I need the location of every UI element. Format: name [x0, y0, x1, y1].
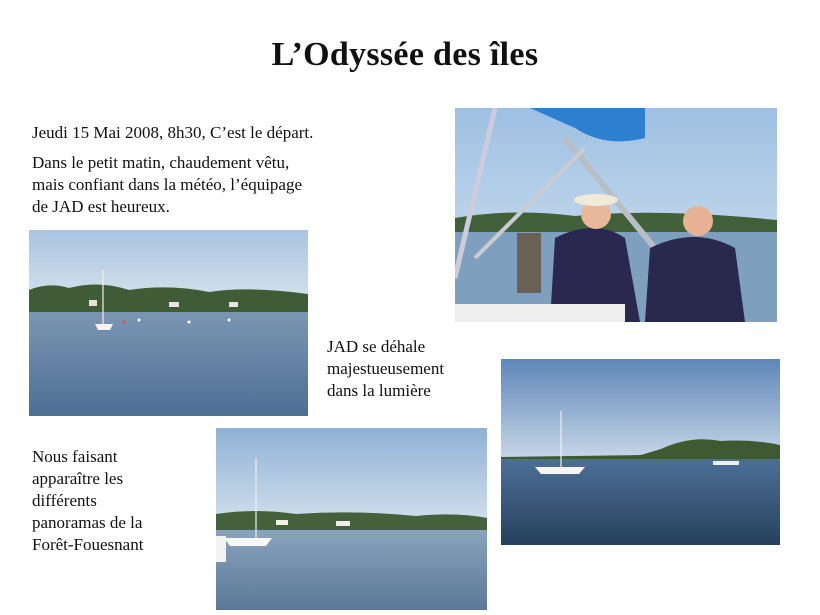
caption-left	[32, 446, 143, 556]
caption-right	[327, 336, 444, 402]
intro-line: Dans le petit matin, chaudement vêtu,	[32, 153, 290, 172]
caption-line: différents	[32, 491, 97, 510]
caption-line: apparaître les	[32, 469, 124, 488]
caption-line: dans la lumière	[327, 381, 431, 400]
date-line: Jeudi 15 Mai 2008, 8h30, C’est le départ.	[32, 123, 314, 142]
harbour-photo	[29, 230, 308, 416]
intro-line: mais confiant dans la météo, l’équipage	[32, 175, 303, 194]
intro-text	[32, 152, 302, 218]
caption-line: panoramas de la	[32, 513, 143, 532]
crew-photo	[455, 108, 777, 322]
caption-line: JAD se déhale	[327, 337, 426, 356]
caption-line: majestueusement	[327, 359, 445, 378]
caption-line: Forêt-Fouesnant	[32, 535, 144, 554]
page-title: L’Odyssée des îles	[271, 36, 539, 73]
intro-line: de JAD est heureux.	[32, 197, 170, 216]
panorama-photo	[216, 428, 487, 610]
caption-line: Nous faisant	[32, 447, 118, 466]
sailboat-photo	[501, 359, 780, 545]
